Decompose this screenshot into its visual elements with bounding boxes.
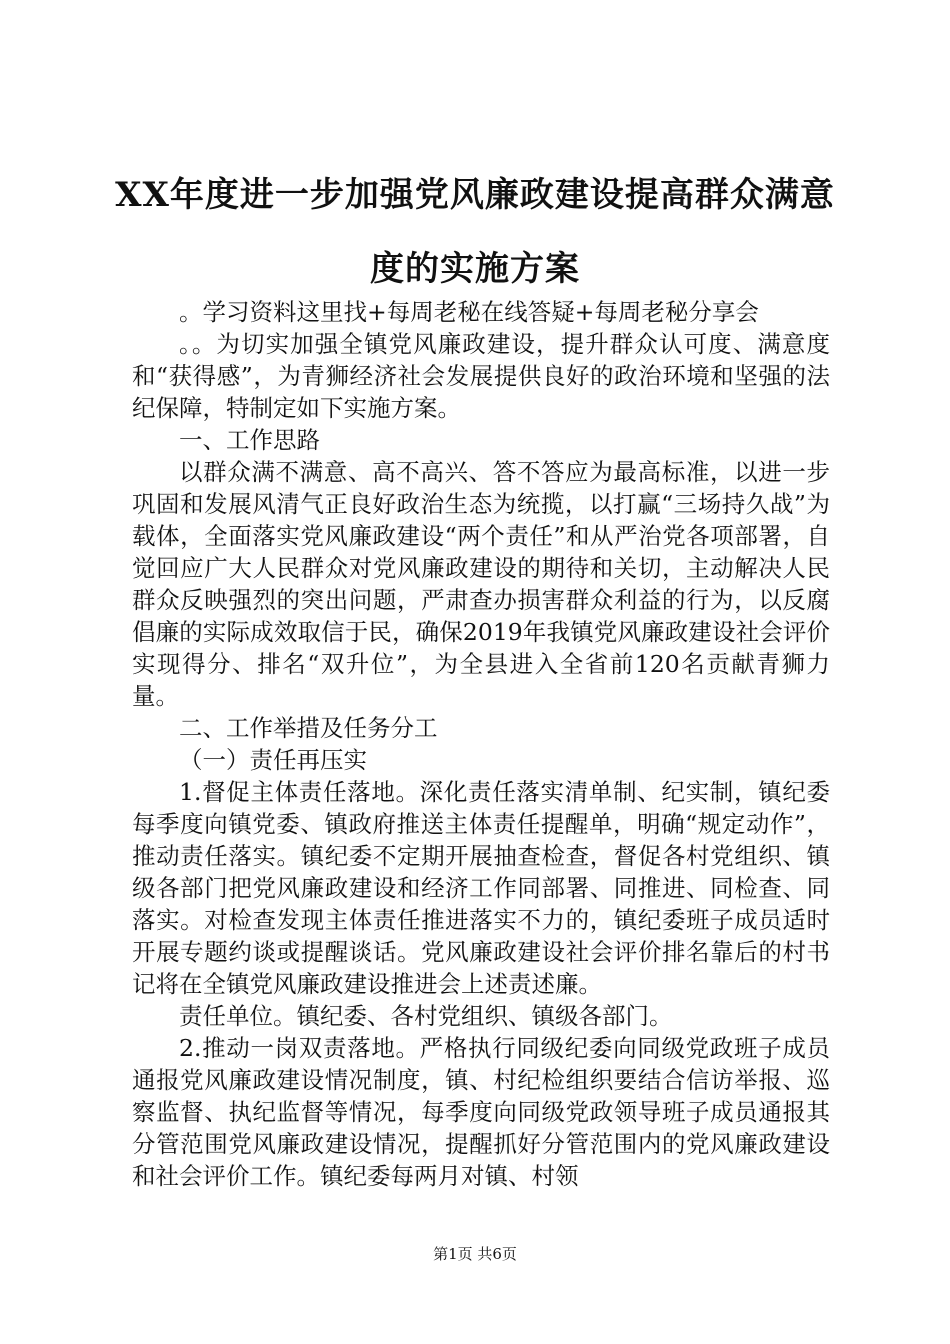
- page-number-footer: 第1页 共6页: [433, 1245, 517, 1263]
- document-title: XX年度进一步加强党风廉政建设提高群众满意度的实施方案: [115, 175, 835, 289]
- document-body: [132, 296, 830, 1192]
- paragraph-work-approach: 以群众满不满意、高不高兴、答不答应为最高标准，以进一步巩固和发展风清气正良好政治生态为统揽，以打赢“三场持久战”为载体，全面落实党风廉政建设“两个责任”和从严治党各项部署，自觉回应广大人民群众对党风廉政建设的期待和关切，主动解决人民群众反映强烈的突出问题，严肃查办损害群众利益的行为，以反腐倡廉的实际成效取信于民，确保2019年我镇党风廉政建设社会评价实现得分、排名“双升位”，为全县进入全省前120名贡献青狮力量。: [132, 458, 830, 710]
- section-heading-1: 一、工作思路: [179, 426, 320, 454]
- paragraph-responsible-units: 责任单位。镇纪委、各村党组织、镇级各部门。: [179, 1002, 673, 1030]
- paragraph-item-1: 1.督促主体责任落地。深化责任落实清单制、纪实制，镇纪委每季度向镇党委、镇政府推送主体责任提醒单，明确“规定动作”，推动责任落实。镇纪委不定期开展抽查检查，督促各村党组织、镇级各部门把党风廉政建设和经济工作同部署、同推进、同检查、同落实。对检查发现主体责任推进落实不力的，镇纪委班子成员适时开展专题约谈或提醒谈话。党风廉政建设社会评价排名靠后的村书记将在全镇党风廉政建设推进会上述责述廉。: [132, 778, 830, 998]
- paragraph-intro-note: 。学习资料这里找+每周老秘在线答疑+每周老秘分享会: [179, 298, 759, 326]
- paragraph-preamble: 。。为切实加强全镇党风廉政建设，提升群众认可度、满意度和“获得感”，为青狮经济社会发展提供良好的政治环境和坚强的法纪保障，特制定如下实施方案。: [132, 330, 830, 422]
- paragraph-item-2: 2.推动一岗双责落地。严格执行同级纪委向同级党政班子成员通报党风廉政建设情况制度，镇、村纪检组织要结合信访举报、巡察监督、执纪监督等情况，每季度向同级党政领导班子成员通报其分管范围党风廉政建设情况，提醒抓好分管范围内的党风廉政建设和社会评价工作。镇纪委每两月对镇、村领: [132, 1034, 830, 1190]
- subsection-heading-1: （一）责任再压实: [179, 746, 367, 774]
- section-heading-2: 二、工作举措及任务分工: [179, 714, 438, 742]
